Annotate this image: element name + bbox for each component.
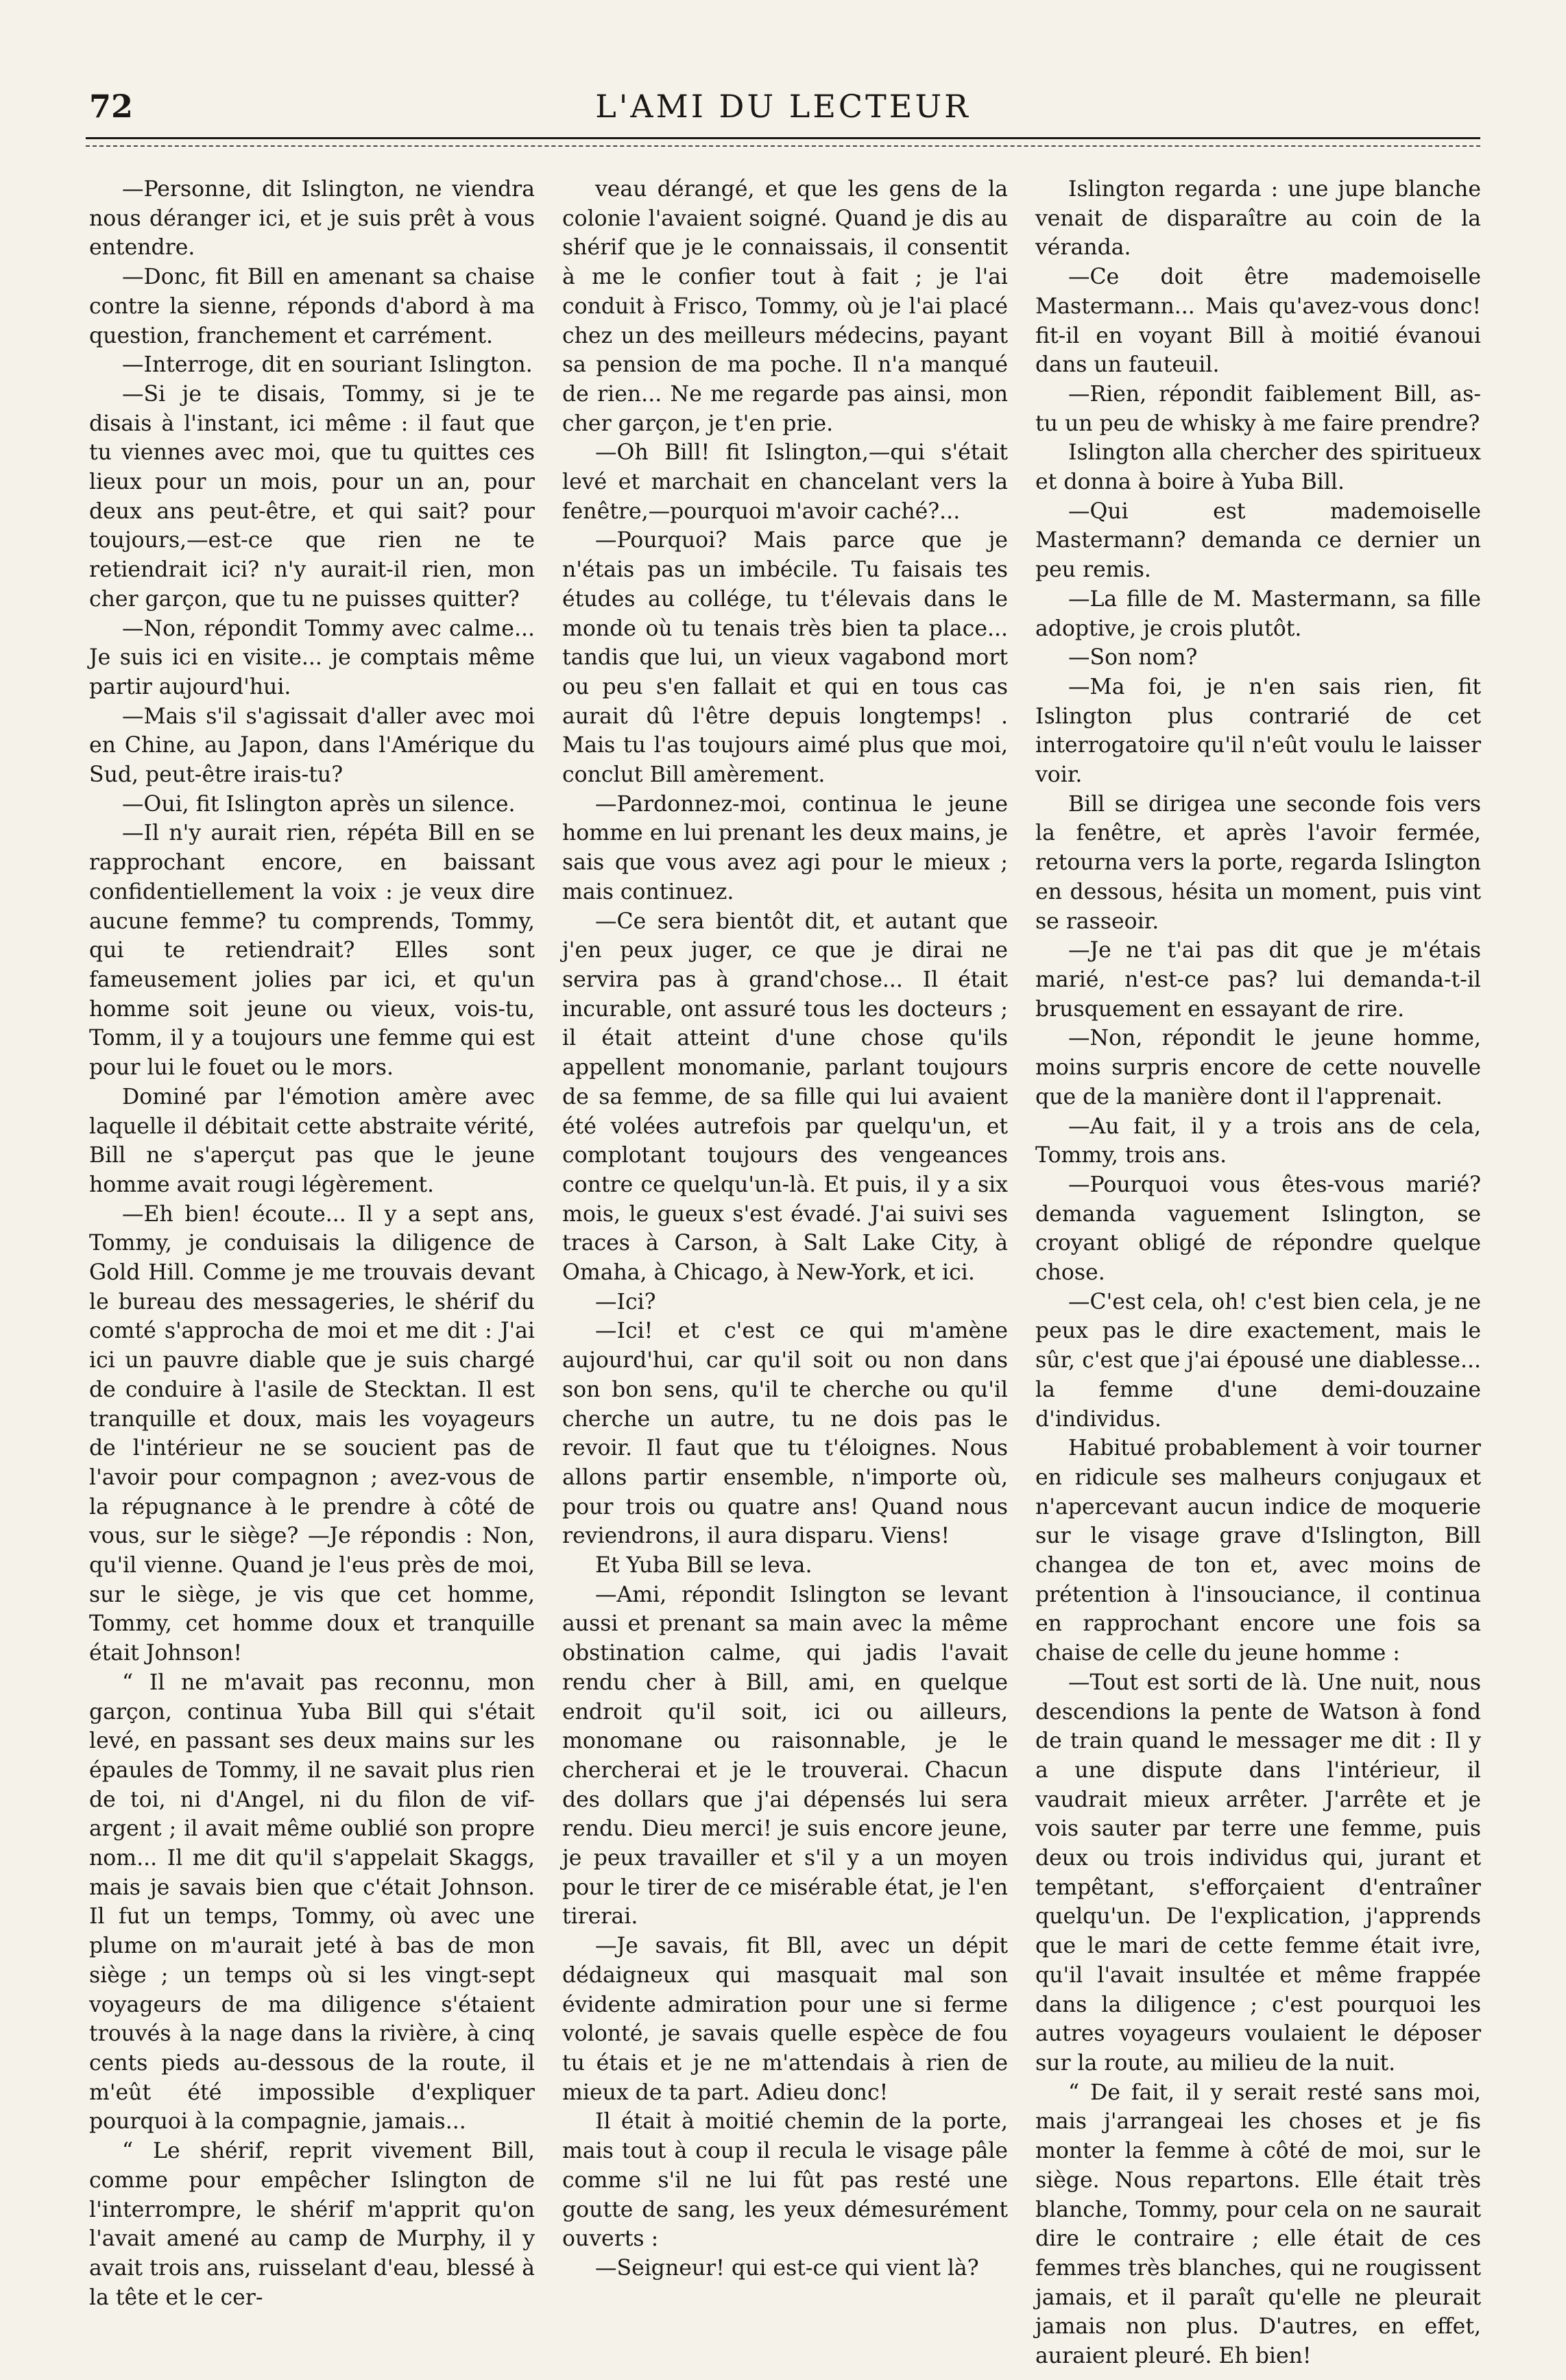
paragraph: —Oh Bill! fit Islington,—qui s'était levé et marchait en chancelant vers la fenêtre,—pourquoi m'avoir caché?... — [562, 440, 1008, 524]
paragraph: —Je savais, fit Bll, avec un dépit dédaigneux qui masquait mal son évidente admiration pour une si ferme volonté, je savais quelle espèce de fou tu étais et je ne m'attendais à rien de mieux de ta part. Adieu donc! — [562, 1934, 1008, 2105]
text-column-middle — [562, 175, 1008, 2335]
paragraph: “ Le shérif, reprit vivement Bill, comme pour empêcher Islington de l'interrompre, le shérif m'apprit qu'on l'avait amené au camp de Murphy, il y avait trois ans, ruisselant d'eau, blessé à la tête et le cer- — [89, 2139, 535, 2310]
paragraph: —Il n'y aurait rien, répéta Bill en se rapprochant encore, en baissant confidentiellement la voix : je veux dire aucune femme? tu comprends, Tommy, qui te retiendrait? Elles sont fameusement jolies par ici, et qu'un homme soit jeune ou vieux, vois-tu, Tomm, il y a toujours une femme qui est pour lui le fouet ou le mors. — [89, 821, 535, 1081]
paragraph: —Oui, fit Islington après un silence. — [122, 791, 516, 817]
running-title: L'AMI DU LECTEUR — [595, 88, 971, 125]
paragraph: —Pardonnez-moi, continua le jeune homme en lui prenant les deux mains, je sais que vous avez agi pour le mieux ; mais continuez. — [562, 791, 1008, 904]
paragraph: —Au fait, il y a trois ans de cela, Tommy, trois ans. — [1035, 1114, 1481, 1168]
paragraph: —Ici! et c'est ce qui m'amène aujourd'hui, car qu'il soit ou non dans son bon sens, qu'il te cherche ou qu'il cherche un autre, tu ne dois pas le revoir. Il faut que tu t'éloignes. Nous allons partir ensemble, n'importe où, pour trois ou quatre ans! Quand nous reviendrons, il aura disparu. Viens! — [562, 1319, 1008, 1549]
paragraph: Islington regarda : une jupe blanche venait de disparaître au coin de la véranda. — [1035, 177, 1481, 261]
paragraph: —Non, répondit Tommy avec calme... Je suis ici en visite... je comptais même partir aujourd'hui. — [89, 616, 535, 699]
header-rule-dashed — [86, 145, 1480, 147]
paragraph: —Ici? — [595, 1289, 656, 1314]
text-column-right — [1035, 175, 1481, 2369]
paragraph: —Personne, dit Islington, ne viendra nous déranger ici, et je suis prêt à vous entendre. — [89, 177, 535, 261]
paragraph: —Seigneur! qui est-ce qui vient là? — [595, 2255, 979, 2281]
paragraph: —La fille de M. Mastermann, sa fille adoptive, je crois plutôt. — [1035, 586, 1481, 641]
paragraph: —Ami, répondit Islington se levant aussi et prenant sa main avec la même obstination calme, qui jadis l'avait rendu cher à Bill, ami, en quelque endroit qu'il soit, ici ou ailleurs, monomane ou raisonnable, je le chercherai et je le trouverai. Chacun des dollars que j'ai dépensés lui sera rendu. Dieu merci! je suis encore jeune, je peux travailler et s'il y a un moyen pour le tirer de ce misérable état, je l'en tirerai. — [562, 1582, 1008, 1930]
paragraph: —Pourquoi? Mais parce que je n'étais pas un imbécile. Tu faisais tes études au collége, tu t'élevais dans le monde où tu tenais très bien ta place... tandis que lui, un vieux vagabond mort ou peu s'en fallait et qui en tous cas aurait dû l'être depuis longtemps! . Mais tu l'as toujours aimé plus que moi, conclut Bill amèrement. — [562, 528, 1008, 788]
paragraph: “ Il ne m'avait pas reconnu, mon garçon, continua Yuba Bill qui s'était levé, en passant ses deux mains sur les épaules de Tommy, il ne savait plus rien de toi, ni d'Angel, ni du filon de vif-argent ; il avait même oublié son propre nom... Il me dit qu'il s'appelait Skaggs, mais je savais bien que c'était Johnson. Il fut un temps, Tommy, où avec une plume on m'aurait jeté à bas de mon siège ; un temps où si les vingt-sept voyageurs de ma diligence s'étaient trouvés à la nage dans la rivière, à cinq cents pieds au-dessous de la route, il m'eût été impossible d'expliquer pourquoi à la compagnie, jamais... — [89, 1670, 535, 2135]
paragraph: Bill se dirigea une seconde fois vers la fenêtre, et après l'avoir fermée, retourna vers la porte, regarda Islington en dessous, hésita un moment, puis vint se rasseoir. — [1035, 791, 1481, 934]
article-columns — [89, 175, 1481, 2369]
page-header — [89, 77, 1477, 132]
paragraph: —Tout est sorti de là. Une nuit, nous descendions la pente de Watson à fond de train quand le messager me dit : Il y a une dispute dans l'intérieur, il vaudrait mieux arrêter. J'arrête et je vois sauter par terre une femme, puis deux ou trois individus qui, jurant et tempêtant, s'efforçaient d'entraîner quelqu'un. De l'explication, j'apprends que le mari de cette femme était ivre, qu'il l'avait insultée et même frappée dans la diligence ; c'est pourquoi les autres voyageurs voulaient le déposer sur la route, au milieu de la nuit. — [1035, 1670, 1481, 2076]
paragraph: —Ce doit être mademoiselle Mastermann... Mais qu'avez-vous donc! fit-il en voyant Bill à moitié évanoui dans un fauteuil. — [1035, 265, 1481, 378]
text-column-left — [89, 175, 535, 2335]
paragraph: —C'est cela, oh! c'est bien cela, je ne peux pas le dire exactement, mais le sûr, c'est que j'ai épousé une diablesse... la femme d'une demi-douzaine d'individus. — [1035, 1289, 1481, 1432]
paragraph: —Interroge, dit en souriant Islington. — [122, 352, 533, 378]
paragraph: —Qui est mademoiselle Mastermann? demanda ce dernier un peu remis. — [1035, 498, 1481, 583]
paragraph: “ De fait, il y serait resté sans moi, mais j'arrangeai les choses et je fis monter la femme à côté de moi, sur le siège. Nous repartons. Elle était très blanche, Tommy, pour cela on ne saurait dire le contraire ; elle était de ces femmes très blanches, qui ne rougissent jamais, et il paraît qu'elle ne pleurait jamais non plus. D'autres, en effet, auraient pleuré. Eh bien! — [1035, 2080, 1481, 2369]
paragraph: Habitué probablement à voir tourner en ridicule ses malheurs conjugaux et n'apercevant aucun indice de moquerie sur le visage grave d'Islington, Bill changea de ton et, avec moins de prétention à l'insouciance, il continua en rapprochant encore une fois sa chaise de celle du jeune homme : — [1035, 1436, 1481, 1666]
paragraph: veau dérangé, et que les gens de la colonie l'avaient soigné. Quand je dis au shérif que je le connaissais, il consentit à me le confier tout à fait ; je l'ai conduit à Frisco, Tommy, où je l'ai placé chez un des meilleurs médecins, payant sa pension de ma poche. Il n'a manqué de rien... Ne me regarde pas ainsi, mon cher garçon, je t'en prie. — [562, 177, 1008, 436]
paragraph: Il était à moitié chemin de la porte, mais tout à coup il recula le visage pâle comme s'il ne lui fût pas resté une goutte de sang, les yeux démesurément ouverts : — [562, 2109, 1008, 2252]
paragraph: —Ma foi, je n'en sais rien, fit Islington plus contrarié de cet interrogatoire qu'il n'eût voulu le laisser voir. — [1035, 674, 1481, 788]
header-rule — [86, 137, 1480, 139]
paragraph: —Non, répondit le jeune homme, moins surpris encore de cette nouvelle que de la manière dont il l'apprenait. — [1035, 1026, 1481, 1109]
paragraph: —Donc, fit Bill en amenant sa chaise contre la sienne, réponds d'abord à ma question, franchement et carrément. — [89, 265, 535, 348]
paragraph: —Mais s'il s'agissait d'aller avec moi en Chine, au Japon, dans l'Amérique du Sud, peut-être irais-tu? — [89, 704, 535, 788]
paragraph: —Je ne t'ai pas dit que je m'étais marié, n'est-ce pas? lui demanda-t-il brusquement en essayant de rire. — [1035, 938, 1481, 1022]
paragraph: —Pourquoi vous êtes-vous marié? demanda vaguement Islington, se croyant obligé de répondre quelque chose. — [1035, 1172, 1481, 1286]
paragraph: —Rien, répondit faiblement Bill, as-tu un peu de whisky à me faire prendre? — [1035, 381, 1481, 436]
paragraph: —Ce sera bientôt dit, et autant que j'en peux juger, ce que je dirai ne servira pas à grand'chose... Il était incurable, ont assuré tous les docteurs ; il était atteint d'une chose qu'ils appellent monomanie, parlant toujours de sa femme, de sa fille qui lui avaient été volées autrefois par quelqu'un, et complotant toujours des vengeances contre ce quelqu'un-là. Et puis, il y a six mois, le gueux s'est évadé. J'ai suivi ses traces à Carson, à Salt Lake City, à Omaha, à Chicago, à New-York, et ici. — [562, 909, 1008, 1286]
paragraph: —Eh bien! écoute... Il y a sept ans, Tommy, je conduisais la diligence de Gold Hill. Comme je me trouvais devant le bureau des messageries, le shérif du comté s'approcha de moi et me dit : J'ai ici un pauvre diable que je suis chargé de conduire à l'asile de Stecktan. Il est tranquille et doux, mais les voyageurs de l'intérieur ne se soucient pas de l'avoir pour compagnon ; avez-vous de la répugnance à le prendre à côté de vous, sur le siège? —Je répondis : Non, qu'il vienne. Quand je l'eus près de moi, sur le siège, je vis que cet homme, Tommy, cet homme doux et tranquille était Johnson! — [89, 1201, 535, 1666]
paragraph: —Son nom? — [1068, 645, 1198, 671]
paragraph: Et Yuba Bill se leva. — [595, 1553, 812, 1578]
page-number: 72 — [89, 88, 134, 125]
paragraph: Dominé par l'émotion amère avec laquelle il débitait cette abstraite vérité, Bill ne s'aperçut pas que le jeune homme avait rougi légèrement. — [89, 1084, 535, 1197]
paragraph: Islington alla chercher des spiritueux et donna à boire à Yuba Bill. — [1035, 440, 1481, 495]
paragraph: —Si je te disais, Tommy, si je te disais à l'instant, ici même : il faut que tu viennes avec moi, que tu quittes ces lieux pour un mois, pour un an, pour deux ans peut-être, et qui sait? pour toujours,—est-ce que rien ne te retiendrait ici? n'y aurait-il rien, mon cher garçon, que tu ne puisses quitter? — [89, 381, 535, 612]
